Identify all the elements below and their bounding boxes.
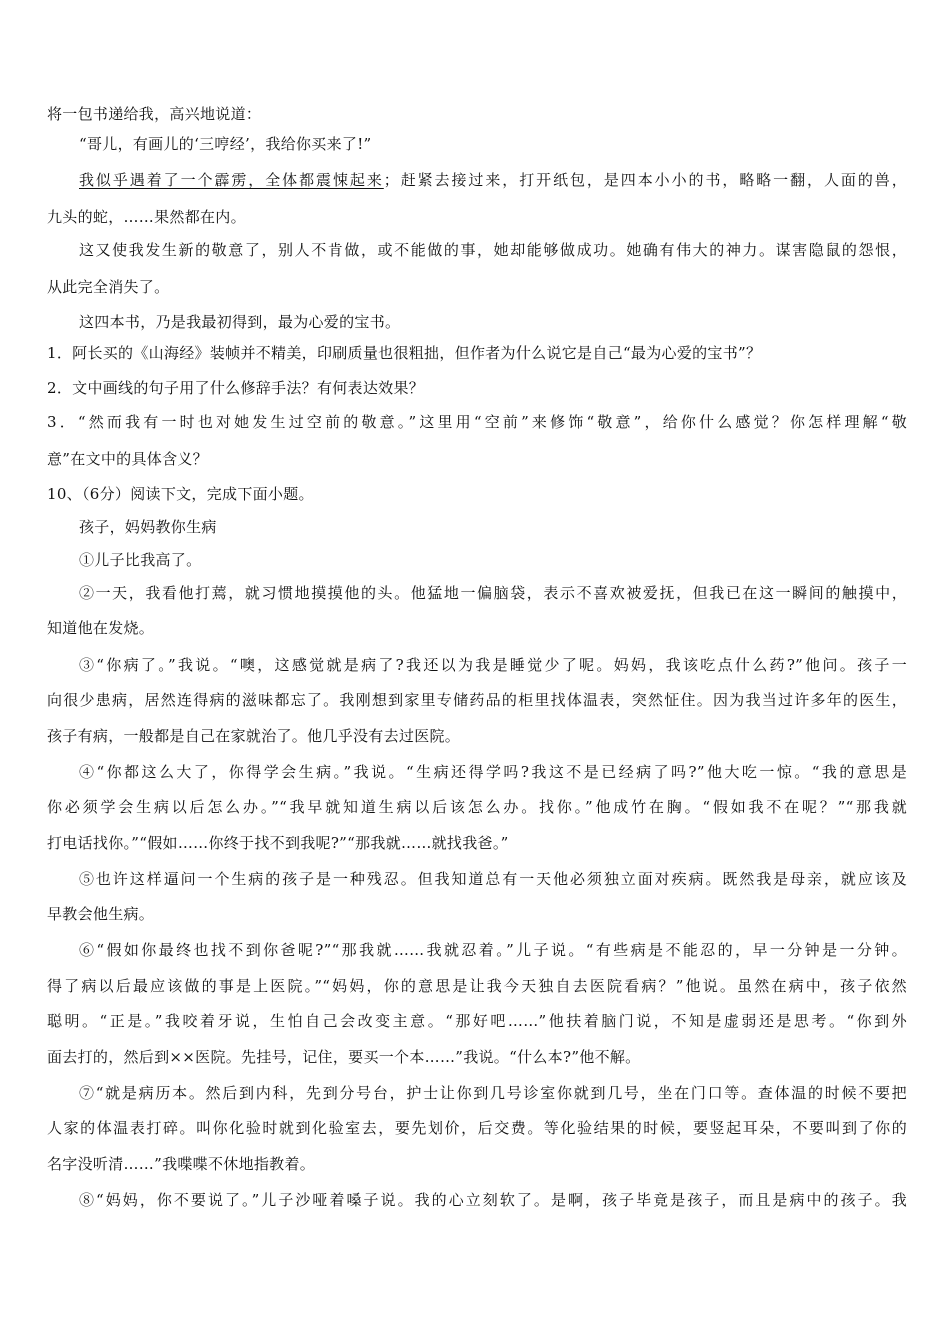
text-line: 面去打的，然后到××医院。先挂号，记住，要买一个本……”我说。“什么本?”他不解。	[47, 1048, 641, 1066]
paragraph-3: ③“你病了。”我说。“噢，这感觉就是病了?我还以为我是睡觉少了呢。妈妈，我该吃点什么药?”他问。孩子一	[79, 656, 907, 674]
text-line: 将一包书递给我，高兴地说道：	[47, 105, 262, 123]
paragraph-5: ⑤也许这样逼问一个生病的孩子是一种残忍。但我知道总有一天他必须独立面对疾病。既然我是母亲，就应该及	[79, 870, 907, 888]
text-line: “哥儿，有画儿的‘三哼经’，我给你买来了!”	[79, 135, 372, 153]
text-line: 意”在文中的具体含义？	[47, 450, 208, 468]
paragraph-7: ⑦“就是病历本。然后到内科，先到分号台，护士让你到几号诊室你就到几号，坐在门口等。查体温的时候不要把	[79, 1084, 907, 1102]
text-line: 名字没听清……”我喋喋不休地指教着。	[47, 1155, 316, 1173]
text-line: 这四本书，乃是我最初得到，最为心爱的宝书。	[79, 313, 401, 331]
text-line-underlined	[79, 170, 907, 190]
text-line: 人家的体温表打碎。叫你化验时就到化验室去，要先划价，后交费。等化验结果的时候，要竖起耳朵，不要叫到了你的	[47, 1119, 907, 1137]
text-line: 你必须学会生病以后怎么办。”“我早就知道生病以后该怎么办。找你。”他成竹在胸。“假如我不在呢？”“那我就	[47, 798, 907, 816]
paragraph-6: ⑥“假如你最终也找不到你爸呢?”“那我就……我就忍着。”儿子说。“有些病是不能忍的，早一分钟是一分钟。	[79, 941, 907, 959]
text-line: 向很少患病，居然连得病的滋味都忘了。我刚想到家里专储药品的柜里找体温表，突然怔住。因为我当过许多年的医生，	[47, 691, 907, 709]
question-3: 3．“然而我有一时也对她发生过空前的敬意。”这里用“空前”来修饰“敬意”，给你什么感觉？你怎样理解“敬	[47, 413, 907, 431]
article-title: 孩子，妈妈教你生病	[79, 518, 217, 536]
paragraph-1: ①儿子比我高了。	[79, 551, 202, 569]
question-2: 2．文中画线的句子用了什么修辞手法？有何表达效果？	[47, 379, 425, 397]
text-line: 从此完全消失了。	[47, 278, 170, 296]
section-heading: 10、（6分）阅读下文，完成下面小题。	[47, 485, 314, 503]
text-line: 九头的蛇，……果然都在内。	[47, 208, 246, 226]
text-line: 这又使我发生新的敬意了，别人不肯做，或不能做的事，她却能够做成功。她确有伟大的神力。谋害隐鼠的怨恨，	[79, 241, 907, 259]
paragraph-8: ⑧“妈妈，你不要说了。”儿子沙哑着嗓子说。我的心立刻软了。是啊，孩子毕竟是孩子，而且是病中的孩子。我	[79, 1191, 907, 1209]
paragraph-2: ②一天，我看他打蔫，就习惯地摸摸他的头。他猛地一偏脑袋，表示不喜欢被爱抚，但我已在这一瞬间的触摸中，	[79, 584, 907, 602]
text-line: 知道他在发烧。	[47, 619, 155, 637]
text-line: 打电话找你。”“假如……你终于找不到我呢?”“那我就……就找我爸。”	[47, 834, 509, 852]
text-line: 聪明。“正是。”我咬着牙说，生怕自己会改变主意。“那好吧……”他扶着脑门说，不知是虚弱还是思考。“你到外	[47, 1012, 907, 1030]
text-span: ；赶紧去接过来，打开纸包，是四本小小的书，略略一翻，人面的兽，	[383, 171, 907, 189]
text-line: 孩子有病，一般都是自己在家就治了。他几乎没有去过医院。	[47, 727, 461, 745]
text-line: 得了病以后最应该做的事是上医院。”“妈妈，你的意思是让我今天独自去医院看病？”他说。虽然在病中，孩子依然	[47, 977, 907, 995]
paragraph-4: ④“你都这么大了，你得学会生病。”我说。“生病还得学吗?我这不是已经病了吗?”他大吃一惊。“我的意思是	[79, 763, 907, 781]
text-line: 早教会他生病。	[47, 905, 155, 923]
question-1: 1．阿长买的《山海经》装帧并不精美，印刷质量也很粗拙，但作者为什么说它是自己“最为心爱的宝书”？	[47, 344, 762, 362]
underlined-sentence: 我似乎遇着了一个霹雳，全体都震悚起来	[79, 171, 384, 189]
